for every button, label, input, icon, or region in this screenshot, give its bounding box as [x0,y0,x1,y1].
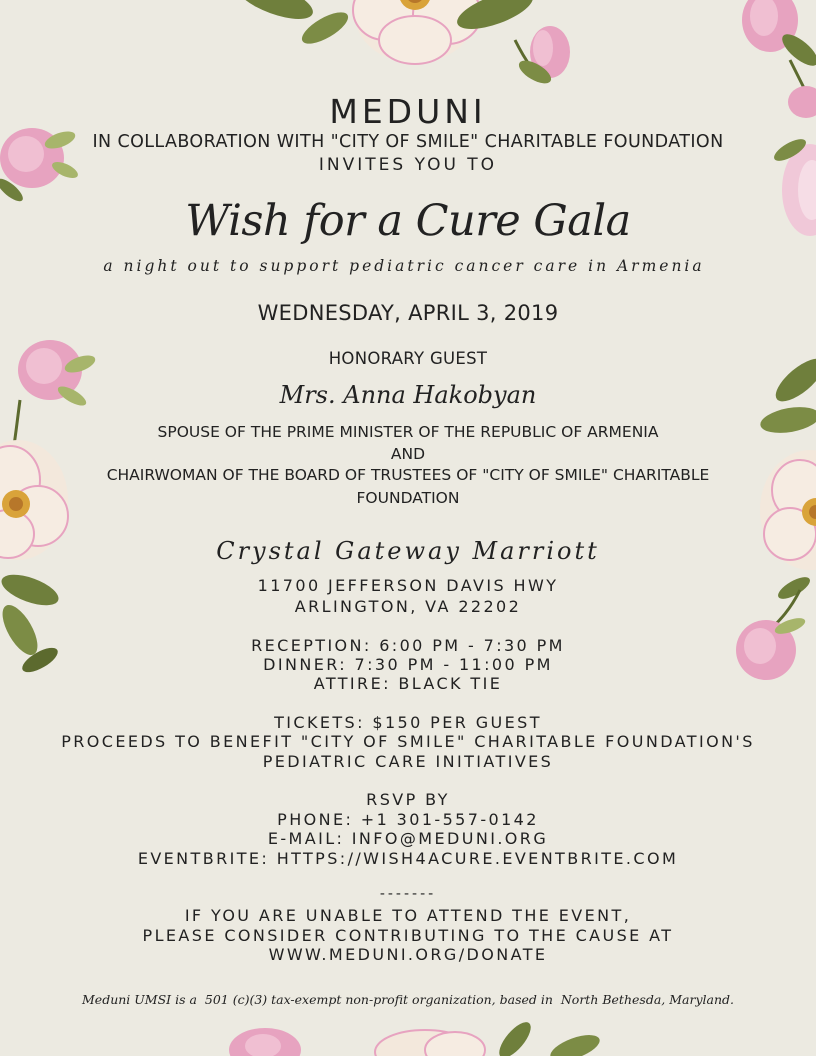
event-date: WEDNESDAY, APRIL 3, 2019 [257,301,559,325]
venue-address-line: ARLINGTON, VA 22202 [294,597,522,616]
footer-note: Meduni UMSI is a 501 (c)(3) tax-exempt non-profit organization, based in North Bethesda, Maryland. [82,992,734,1007]
guest-title-line: CHAIRWOMAN OF THE BOARD OF TRUSTEES OF "CITY OF SMILE" CHARITABLE [106,466,710,484]
honorary-guest-label: HONORARY GUEST [328,349,488,368]
proceeds-line: PROCEEDS TO BENEFIT "CITY OF SMILE" CHARITABLE FOUNDATION'S [61,732,755,751]
guest-title-line: SPOUSE OF THE PRIME MINISTER OF THE REPUBLIC OF ARMENIA [157,423,659,441]
honorary-guest-name: Mrs. Anna Hakobyan [279,381,537,409]
guest-title-line: FOUNDATION [356,489,460,507]
attire: ATTIRE: BLACK TIE [313,674,503,693]
ticket-price: TICKETS: $150 PER GUEST [274,713,542,732]
collaboration-line: IN COLLABORATION WITH "CITY OF SMILE" CHARITABLE FOUNDATION [92,132,724,152]
rsvp-eventbrite: EVENTBRITE: HTTPS://WISH4ACURE.EVENTBRITE.COM [137,849,679,868]
flower-decoration-bottom [215,1010,635,1056]
invites-line: INVITES YOU TO [318,155,498,175]
rsvp-label: RSVP BY [366,790,450,809]
guest-title-line: AND [390,445,426,463]
venue-name: Crystal Gateway Marriott [216,537,600,565]
donate-url: WWW.MEDUNI.ORG/DONATE [268,945,548,964]
divider: ------- [379,886,437,902]
event-tagline: a night out to support pediatric cancer care in Armenia [103,257,705,275]
proceeds-line: PEDIATRIC CARE INITIATIVES [262,752,554,771]
flower-decoration-top-center [215,0,575,100]
donate-line: PLEASE CONSIDER CONTRIBUTING TO THE CAUSE AT [142,926,674,945]
org-name: MEDUNI [329,92,487,131]
venue-address-line: 11700 JEFFERSON DAVIS HWY [257,576,559,595]
rsvp-email: E-MAIL: INFO@MEDUNI.ORG [267,829,549,848]
reception-time: RECEPTION: 6:00 PM - 7:30 PM [251,636,565,655]
donate-line: IF YOU ARE UNABLE TO ATTEND THE EVENT, [184,906,632,925]
dinner-time: DINNER: 7:30 PM - 11:00 PM [263,655,553,674]
event-title: Wish for a Cure Gala [185,196,631,246]
rsvp-phone: PHONE: +1 301-557-0142 [277,810,539,829]
